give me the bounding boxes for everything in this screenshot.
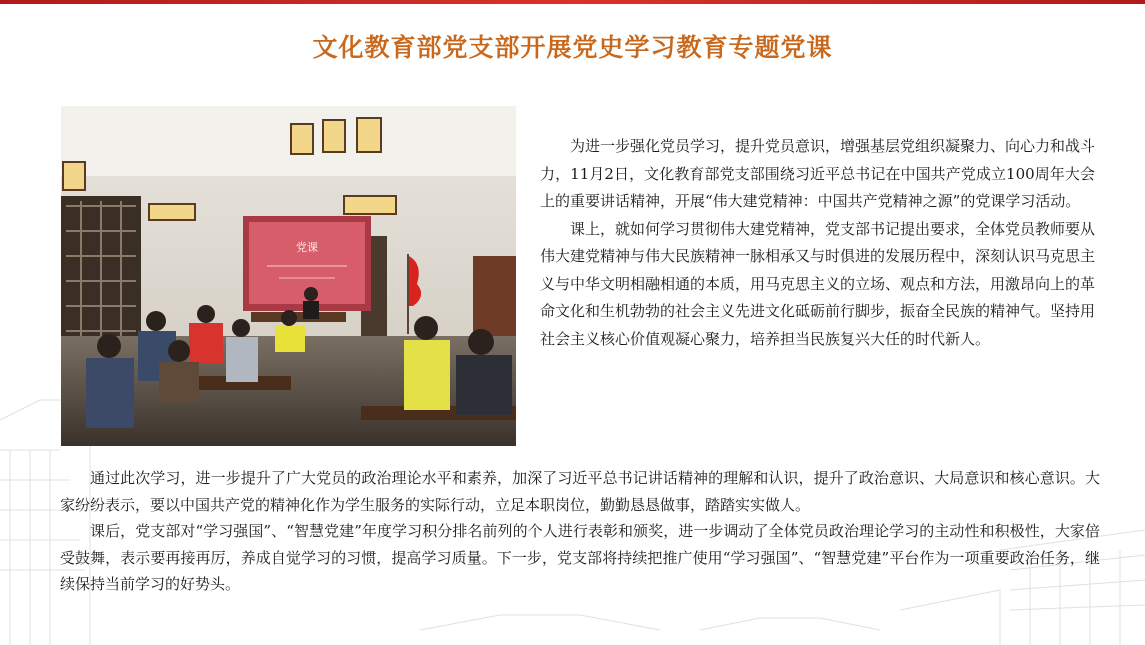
article-intro [540,133,1095,353]
closing-paragraph-1: 通过此次学习，进一步提升了广大党员的政治理论水平和素养，加深了习近平总书记讲话精神的理解和认识，提升了政治意识、大局意识和核心意识。大家纷纷表示，要以中国共产党的精神化作为学生服务的实际行动，立足本职岗位，勤勤恳恳做事，踏踏实实做人。 [60,469,1100,514]
intro-paragraph-2: 课上，就如何学习贯彻伟大建党精神，党支部书记提出要求，全体党员教师要从伟大建党精神与伟大民族精神一脉相承又与时俱进的发展历程中，深刻认识马克思主义与中华文明相融相通的本质，用马克思主义的立场、观点和方法，用激昂向上的革命文化和生机勃勃的社会主义先进文化砥砺前行脚步，振奋全民族的精神气。坚持用社会主义核心价值观凝心聚力，培养担当民族复兴大任的时代新人。 [540,219,1096,348]
slide-heading: 党课 [296,241,318,254]
page-title: 文化教育部党支部开展党史学习教育专题党课 [312,33,833,62]
top-accent-bar [0,0,1145,4]
meeting-photo [61,106,516,446]
article-closing [60,465,1100,598]
intro-paragraph-1: 为进一步强化党员学习，提升党员意识，增强基层党组织凝聚力、向心力和战斗力，11月2日，文化教育部党支部围绕习近平总书记在中国共产党成立100周年大会上的重要讲话精神，开展“伟大建党精神：中国共产党精神之源”的党课学习活动。 [540,137,1096,210]
closing-paragraph-2: 课后，党支部对“学习强国”、“智慧党建”年度学习积分排名前列的个人进行表彰和颁奖，进一步调动了全体党员政治理论学习的主动性和积极性，大家倍受鼓舞，表示要再接再厉，养成自觉学习的习惯，提高学习质量。下一步，党支部将持续把推广使用“学习强国”、“智慧党建”平台作为一项重要政治任务，继续保持当前学习的好势头。 [60,522,1100,593]
